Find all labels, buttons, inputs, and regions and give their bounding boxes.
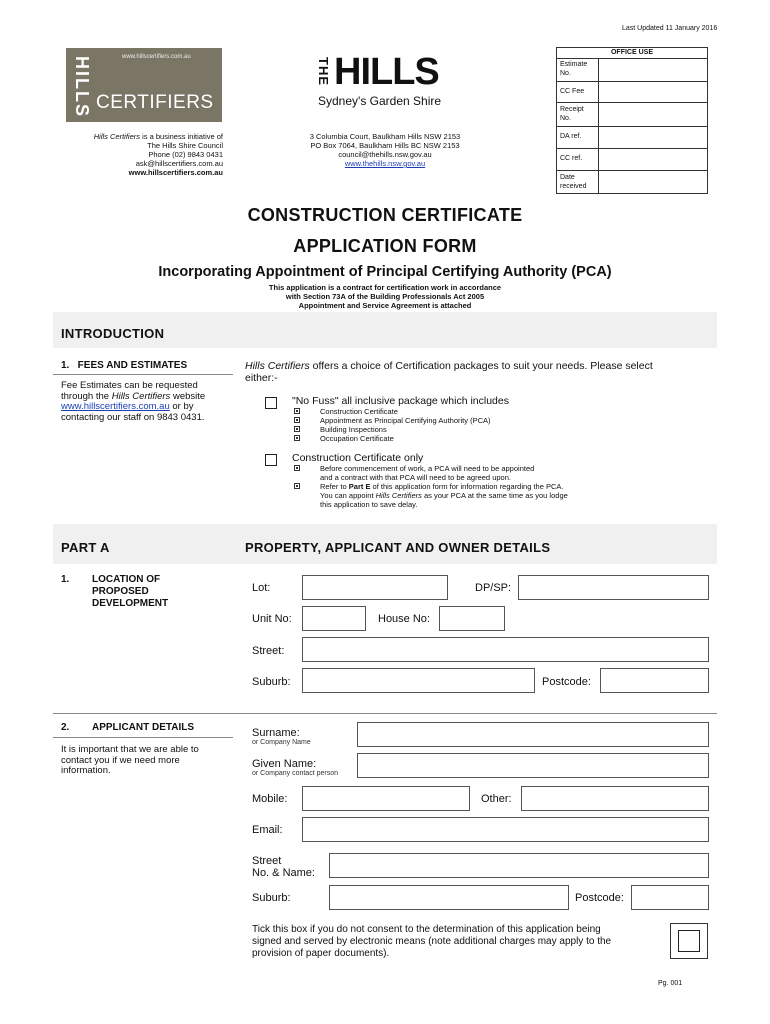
street-no-line2: No. & Name: bbox=[252, 867, 315, 879]
choice-text bbox=[245, 360, 653, 384]
opt2-b2-l2b: as your PCA at the same time as you lodge bbox=[421, 491, 568, 500]
s2-heading: APPLICANT DETAILS bbox=[92, 722, 195, 733]
note-line3: Appointment and Service Agreement is attached bbox=[298, 301, 472, 310]
s2-note-line1: It is important that we are able to bbox=[61, 744, 199, 755]
consent-checkbox-frame bbox=[670, 923, 708, 959]
row-line bbox=[557, 102, 707, 103]
other-label: Other: bbox=[481, 793, 512, 805]
s2-note bbox=[61, 745, 199, 777]
fees-l2-brand: Hills Certifiers bbox=[111, 390, 171, 402]
email-label: Email: bbox=[252, 824, 283, 836]
dpsp-input[interactable] bbox=[518, 575, 709, 600]
postcode2-input[interactable] bbox=[631, 885, 709, 910]
contact-council: The Hills Shire Council bbox=[147, 141, 223, 150]
contact-brand: Hills Certifiers bbox=[93, 132, 141, 141]
contact-initiative: is a business initiative of bbox=[140, 132, 223, 141]
choice-line2: either:- bbox=[245, 372, 278, 384]
surname-label: Surname: bbox=[252, 727, 300, 739]
note-line2: with Section 73A of the Building Professionals Act 2005 bbox=[285, 292, 485, 301]
opt2-b2a: Refer to bbox=[320, 482, 349, 491]
office-row-estimate: Estimate No. bbox=[560, 61, 588, 77]
opt2-b2b: of this application form for information regarding the PCA. bbox=[370, 482, 564, 491]
office-row-receipt: Receipt No. bbox=[560, 106, 584, 122]
dpsp-label: DP/SP: bbox=[475, 582, 512, 594]
unit-no-input[interactable] bbox=[302, 606, 366, 631]
council-website-link[interactable]: www.thehills.nsw.gov.au bbox=[344, 159, 426, 168]
bullet-icon bbox=[294, 483, 300, 489]
contact-phone: Phone (02) 9843 0431 bbox=[148, 150, 223, 159]
logo-word-hills: HILLS bbox=[72, 56, 92, 118]
fees-text bbox=[61, 381, 205, 423]
fees-line4: contacting our staff on 9843 0431. bbox=[61, 411, 205, 423]
office-row-da-ref: DA ref. bbox=[560, 133, 582, 140]
part-a-label: PART A bbox=[61, 540, 110, 555]
last-updated: Last Updated 11 January 2016 bbox=[622, 25, 718, 32]
right-contact bbox=[290, 132, 480, 168]
bullet-icon bbox=[294, 426, 300, 432]
given-name-input[interactable] bbox=[357, 753, 709, 778]
opt1-item4: Occupation Certificate bbox=[320, 434, 394, 443]
the-hills-logo bbox=[317, 57, 333, 97]
choice-rest: offers a choice of Certification packages to suit your needs. Please select bbox=[309, 360, 653, 372]
house-no-label: House No: bbox=[378, 613, 430, 625]
surname-input[interactable] bbox=[357, 722, 709, 747]
s1-line3: DEVELOPMENT bbox=[92, 598, 169, 609]
office-row-cc-ref: CC ref. bbox=[560, 155, 583, 162]
fees-l2b: website bbox=[170, 390, 206, 402]
fees-website-link[interactable]: www.hillscertifiers.com.au bbox=[61, 401, 170, 412]
intro-heading: INTRODUCTION bbox=[61, 326, 165, 341]
street-no-name-input[interactable] bbox=[329, 853, 709, 878]
choice-brand: Hills Certifiers bbox=[245, 360, 310, 372]
office-use-title: OFFICE USE bbox=[557, 48, 707, 59]
consent-line2: signed and served by electronic means (note additional charges may apply to the bbox=[252, 936, 612, 947]
postcode-label: Postcode: bbox=[542, 676, 591, 688]
council-address: 3 Columbia Court, Baulkham Hills NSW 2153 bbox=[309, 132, 461, 141]
contact-email: ask@hillscertifiers.com.au bbox=[135, 159, 223, 168]
section-divider bbox=[53, 713, 717, 714]
page-number: Pg. 001 bbox=[658, 980, 683, 987]
logo-the: THE bbox=[316, 57, 331, 86]
form-title-line1: CONSTRUCTION CERTIFICATE bbox=[247, 205, 523, 225]
s1-number: 1. bbox=[61, 574, 70, 585]
opt2-b2-line3: this application to save delay. bbox=[320, 500, 418, 509]
street-no-label bbox=[252, 855, 315, 879]
mobile-input[interactable] bbox=[302, 786, 470, 811]
row-line bbox=[557, 81, 707, 82]
left-contact bbox=[66, 132, 223, 177]
fees-l2a: through the bbox=[61, 390, 112, 402]
street-input[interactable] bbox=[302, 637, 709, 662]
opt2-b2-l2-brand: Hills Certifiers bbox=[375, 491, 422, 500]
unit-no-label: Unit No: bbox=[252, 613, 292, 625]
fees-underline bbox=[53, 374, 233, 375]
house-no-input[interactable] bbox=[439, 606, 505, 631]
fees-l3-rest: or by bbox=[169, 401, 194, 412]
postcode-input[interactable] bbox=[600, 668, 709, 693]
opt1-item3: Building Inspections bbox=[320, 425, 387, 434]
office-use-table bbox=[556, 47, 708, 194]
s1-line2: PROPOSED bbox=[92, 586, 149, 597]
bullet-icon bbox=[294, 408, 300, 414]
s2-underline bbox=[53, 737, 233, 738]
opt2-b1-line1: Before commencement of work, a PCA will need to be appointed bbox=[320, 464, 535, 473]
opt2-bullet2 bbox=[320, 482, 568, 509]
lot-input[interactable] bbox=[302, 575, 448, 600]
consent-text bbox=[252, 924, 611, 960]
note-line1: This application is a contract for certification work in accordance bbox=[268, 283, 502, 292]
postcode2-label: Postcode: bbox=[575, 892, 624, 904]
cc-only-checkbox[interactable] bbox=[265, 454, 277, 466]
suburb-input[interactable] bbox=[302, 668, 535, 693]
logo-hills: HILLS bbox=[334, 51, 439, 93]
other-input[interactable] bbox=[521, 786, 709, 811]
form-subtitle: Incorporating Appointment of Principal Certifying Authority (PCA) bbox=[158, 264, 612, 280]
council-po-box: PO Box 7064, Baulkham Hills BC NSW 2153 bbox=[310, 141, 460, 150]
row-line bbox=[557, 170, 707, 171]
opt2-b2-part-e: Part E bbox=[348, 482, 371, 491]
bullet-icon bbox=[294, 435, 300, 441]
suburb2-input[interactable] bbox=[329, 885, 569, 910]
surname-sublabel: or Company Name bbox=[252, 739, 311, 746]
hills-certifiers-logo bbox=[66, 48, 222, 122]
lot-label: Lot: bbox=[252, 582, 271, 594]
opt2-b2-l2a: You can appoint bbox=[320, 491, 376, 500]
no-fuss-title: "No Fuss" all inclusive package which includes bbox=[292, 395, 509, 407]
bullet-icon bbox=[294, 465, 300, 471]
council-email: council@thehills.nsw.gov.au bbox=[338, 150, 432, 159]
consent-line3: provision of paper documents). bbox=[252, 948, 390, 959]
office-row-date: Date received bbox=[560, 174, 587, 190]
row-line bbox=[557, 148, 707, 149]
street-label: Street: bbox=[252, 645, 285, 657]
street-no-line1: Street bbox=[252, 855, 282, 867]
suburb2-label: Suburb: bbox=[252, 892, 291, 904]
logo-url: www.hillscertifiers.com.au bbox=[122, 54, 191, 60]
opt1-item2: Appointment as Principal Certifying Authority (PCA) bbox=[320, 416, 491, 425]
form-title-line2: APPLICATION FORM bbox=[293, 236, 477, 256]
contact-website: www.hillscertifiers.com.au bbox=[128, 168, 223, 177]
office-row-cc-fee: CC Fee bbox=[560, 88, 585, 95]
fees-line1: Fee Estimates can be requested bbox=[61, 380, 198, 391]
given-name-label: Given Name: bbox=[252, 758, 317, 770]
opt2-b1-line2: and a contract with that PCA will need to be agreed upon. bbox=[320, 473, 511, 482]
logo-word-certifiers: CERTIFIERS bbox=[96, 92, 214, 113]
part-a-heading: PROPERTY, APPLICANT AND OWNER DETAILS bbox=[245, 540, 551, 555]
s2-note-line2: contact you if we need more bbox=[61, 754, 180, 766]
s2-note-line3: information. bbox=[61, 765, 111, 776]
fees-heading: 1. FEES AND ESTIMATES bbox=[61, 360, 188, 371]
row-line bbox=[557, 126, 707, 127]
opt1-item1: Construction Certificate bbox=[320, 407, 398, 416]
consent-checkbox[interactable] bbox=[678, 930, 700, 952]
form-notes bbox=[0, 283, 770, 310]
logo-tagline: Sydney's Garden Shire bbox=[318, 94, 442, 108]
suburb-label: Suburb: bbox=[252, 676, 291, 688]
no-fuss-checkbox[interactable] bbox=[265, 397, 277, 409]
s2-number: 2. bbox=[61, 722, 70, 733]
opt2-bullet1 bbox=[320, 464, 534, 482]
cc-only-title: Construction Certificate only bbox=[292, 452, 424, 464]
s1-line1: LOCATION OF bbox=[92, 574, 161, 585]
given-name-sublabel: or Company contact person bbox=[252, 770, 338, 777]
mobile-label: Mobile: bbox=[252, 793, 288, 805]
bullet-icon bbox=[294, 417, 300, 423]
email-input[interactable] bbox=[302, 817, 709, 842]
consent-line1: Tick this box if you do not consent to the determination of this application being bbox=[252, 924, 601, 935]
s1-heading bbox=[92, 574, 168, 610]
